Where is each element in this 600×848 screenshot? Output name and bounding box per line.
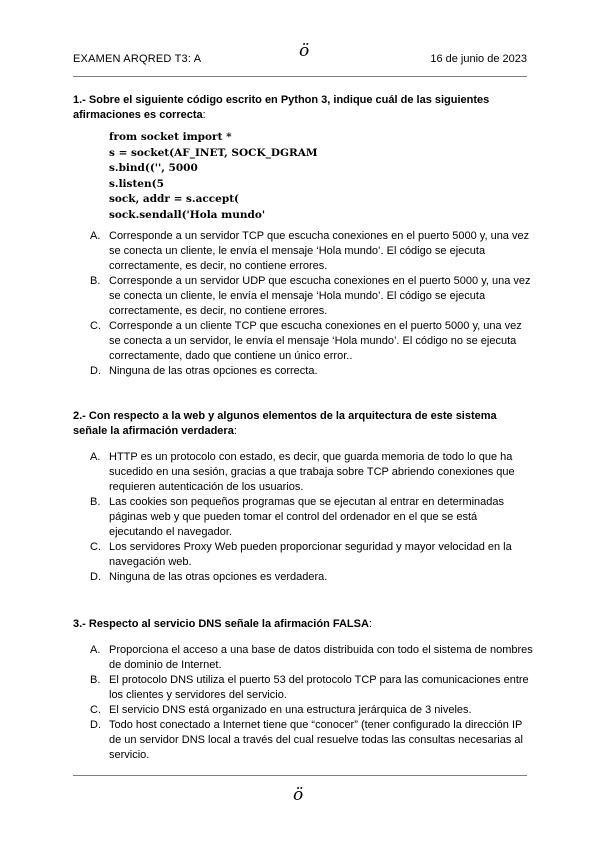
question-2-title (73, 409, 533, 439)
code-line: from socket import * (109, 131, 232, 143)
question-3 (73, 617, 533, 763)
option-text: Ninguna de las otras opciones es correcta. (109, 365, 318, 377)
question-1-options (73, 229, 533, 379)
question-1-text: Sobre el siguiente código escrito en Python 3, indique cuál de las siguientes afirmaciones es correcta (73, 94, 490, 121)
option-letter: A. (90, 451, 101, 463)
footer-divider (73, 775, 527, 776)
option-text: El servicio DNS está organizado en una estructura jerárquica de 3 niveles. (109, 704, 472, 716)
option-text: Las cookies son pequeños programas que se ejecutan al entrar en determinadas páginas web y que pueden tomar el control del ordenador en el que se está ejecutando el navegador. (109, 496, 505, 538)
option-letter: C. (90, 541, 101, 553)
exam-title: EXAMEN ARQRED T3: A (73, 53, 202, 65)
option-item (73, 319, 533, 364)
option-item (73, 495, 533, 540)
option-text: Ninguna de las otras opciones es verdadera. (109, 571, 328, 583)
header-divider (73, 76, 527, 77)
question-2-number: 2.- (73, 410, 86, 422)
option-item (73, 643, 533, 673)
question-1-title (73, 93, 533, 123)
option-letter: D. (90, 365, 101, 377)
question-3-colon: : (368, 618, 372, 630)
footer-logo: ö (293, 785, 304, 805)
option-item (73, 364, 533, 379)
option-text: Corresponde a un servidor TCP que escucha conexiones en el puerto 5000 y, una vez se conecta un cliente, le envía el mensaje ‘Hola mundo’. El código se ejecuta correctamente, es decir, no contiene errores. (109, 230, 530, 272)
option-letter: C. (90, 704, 101, 716)
option-letter: A. (90, 230, 101, 242)
option-text: Los servidores Proxy Web pueden proporcionar seguridad y mayor velocidad en la navegación web. (109, 541, 512, 568)
code-line: sock.sendall('Hola mundo' (109, 208, 266, 221)
option-letter: D. (90, 571, 101, 583)
option-letter: B. (90, 275, 101, 287)
option-letter: A. (90, 644, 101, 656)
option-item (73, 718, 533, 763)
option-item (73, 274, 533, 319)
question-2 (73, 409, 533, 585)
option-letter: B. (90, 674, 101, 686)
option-letter: D. (90, 719, 101, 731)
option-text: Corresponde a un cliente TCP que escucha conexiones en el puerto 5000 y, una vez se conecta a un servidor, le envía el mensaje ‘Hola mundo’. El código no se ejecuta correctamente, dado que contiene un único error.. (109, 320, 522, 362)
option-text: Proporciona el acceso a una base de datos distribuida con todo el sistema de nombres de dominio de Internet. (109, 644, 533, 671)
question-2-text: Con respecto a la web y algunos elementos de la arquitectura de este sistema señale la afirmación verdadera (73, 410, 497, 437)
question-2-options (73, 450, 533, 585)
header-logo: ö (299, 41, 310, 61)
question-3-title (73, 617, 533, 632)
question-3-number: 3.- (73, 618, 86, 630)
option-item (73, 229, 533, 274)
exam-date: 16 de junio de 2023 (430, 53, 527, 65)
option-item (73, 570, 533, 585)
option-item (73, 673, 533, 703)
option-letter: B. (90, 496, 101, 508)
option-text: Todo host conectado a Internet tiene que “conocer” (tener configurado la dirección IP de un servidor DNS local a través del cual resuelve todas las consultas necesarias al servicio. (109, 719, 523, 761)
code-line: s = socket(AF_INET, SOCK_DGRAM (109, 146, 318, 159)
question-3-options (73, 643, 533, 763)
question-3-text: Respecto al servicio DNS señale la afirmación FALSA (88, 618, 369, 630)
question-1-number: 1.- (73, 94, 86, 106)
option-text: HTTP es un protocolo con estado, es decir, que guarda memoria de todo lo que ha sucedido en una sesión, gracias a que trabaja sobre TCP abriendo conexiones que requieren autenticación de los usuarios. (109, 451, 515, 493)
page-header (73, 41, 527, 69)
code-line: sock, addr = s.accept( (109, 193, 240, 205)
option-item (73, 703, 533, 718)
option-letter: C. (90, 320, 101, 332)
question-1-colon: : (202, 109, 206, 121)
question-2-colon: : (233, 425, 237, 437)
code-block (109, 130, 533, 223)
code-line: s.listen(5 (109, 177, 164, 190)
option-text: El protocolo DNS utiliza el puerto 53 del protocolo TCP para las comunicaciones entre los clientes y servidores del servicio. (109, 674, 529, 701)
option-item (73, 540, 533, 570)
option-text: Corresponde a un servidor UDP que escucha conexiones en el puerto 5000 y, una vez se conecta un cliente, le envía el mensaje ‘Hola mundo’. El código se ejecuta correctamente, es decir, no contiene errores. (109, 275, 531, 317)
question-1 (73, 93, 533, 379)
option-item (73, 450, 533, 495)
code-line: s.bind(('', 5000 (109, 162, 198, 174)
